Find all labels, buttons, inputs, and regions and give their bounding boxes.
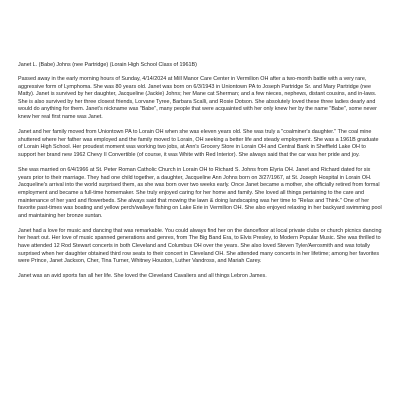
paragraph-early-life: Janet and her family moved from Uniontown PA to Lorain OH when she was eleven years old. She was truly a "coalminer's daughter." The coal mine shuttered where her father was employed and the family moved to Lorain, OH seeking a better life and steady employment. She was a 1961B graduate of Lorain High School. Her proudest moment was working two jobs, at Ann's Grocery Store in Lorain OH and Central Bank in Sheffield Lake OH to support her brand new 1962 Chevy II Convertible (of course, it was White with Red Interior). She always said that the car was her pride and joy. [18,129,379,158]
paragraph-music-dancing: Janet had a love for music and dancing that was remarkable. You could always find her on the dancefloor at local private clubs or church picnics dancing her heart out. Her love of music spanned generations and genres, from The Big Band Era, to Elvis Presley, to Modern Popular Music. She was thrilled to have attended 12 Rod Stewart concerts in both Cleveland and Columbus OH over the years. She also loved Steven Tyler/Aerosmith and was totally surprised when her daughter obtained third row seats to their concert in Cleveland OH. She attended many concerts in her lifetime; among her favorites were Prince, Janet Jackson, Cher, Tina Turner, Whitney Houston, Luther Vandross, and Mariah Carey. [18,227,382,265]
paragraph-passing: Passed away in the early morning hours of Sunday, 4/14/2024 at Mill Manor Care Center in Vermilion OH after a two-month battle with a very rare, aggressive form of Lymphoma. She was 80 years old. Janet was born on 6/3/1943 in Uniontown PA to Joseph Partridge Sr. and Mary Partridge (nee Matty). Janet is survived by her daughter, Jacqueline (Jackie) Johns; her Mane cat Sherman; and a few nieces, nephews, distant cousins, and in-laws. She is also survived by her three closest friends, Lorvane Tyree, Barbara Scalli, and Rosie Dotson. She absolutely loved these three ladies dearly and would do anything for them. Janet's nickname was "Babe", many people that were acquainted with her only knew her by the name "Babe", some never knew her real first name was Janet. [18,76,377,120]
paragraph-marriage-family: She was married on 6/4/1966 at St. Peter Roman Catholic Church in Lorain OH to Richard S. Johns from Elyria OH. Janet and Richard dated for six years prior to their marriage. They had one child together, a daughter, Jacqueline Ann Johns born on 3/27/1967, at St. Joseph Hospital in Lorain OH. Jacqueline's arrival into the world surprised them, as she was born over two weeks early. Once Janet became a mother, she officially retired from formal employment and became a full-time homemaker. She truly enjoyed caring for her home and family. She loved all things pertaining to the care and maintenance of her yard and flowerbeds. She always said that mowing the lawn & doing landscaping was her time to "Relax and Think." One of her favorite past-times was boating and yellow perch/walleye fishing on Lake Erie in Vermilion OH. She also enjoyed relaxing in her backyard swimming pool and maintaining her bronze suntan. [18,167,382,219]
obituary-title: Janet L. (Babe) Johns (nee Partridge) (Lorain High School Class of 1961B) [18,62,197,68]
paragraph-sports: Janet was an avid sports fan all her life. She loved the Cleveland Cavaliers and all things Lebron James. [18,273,267,280]
